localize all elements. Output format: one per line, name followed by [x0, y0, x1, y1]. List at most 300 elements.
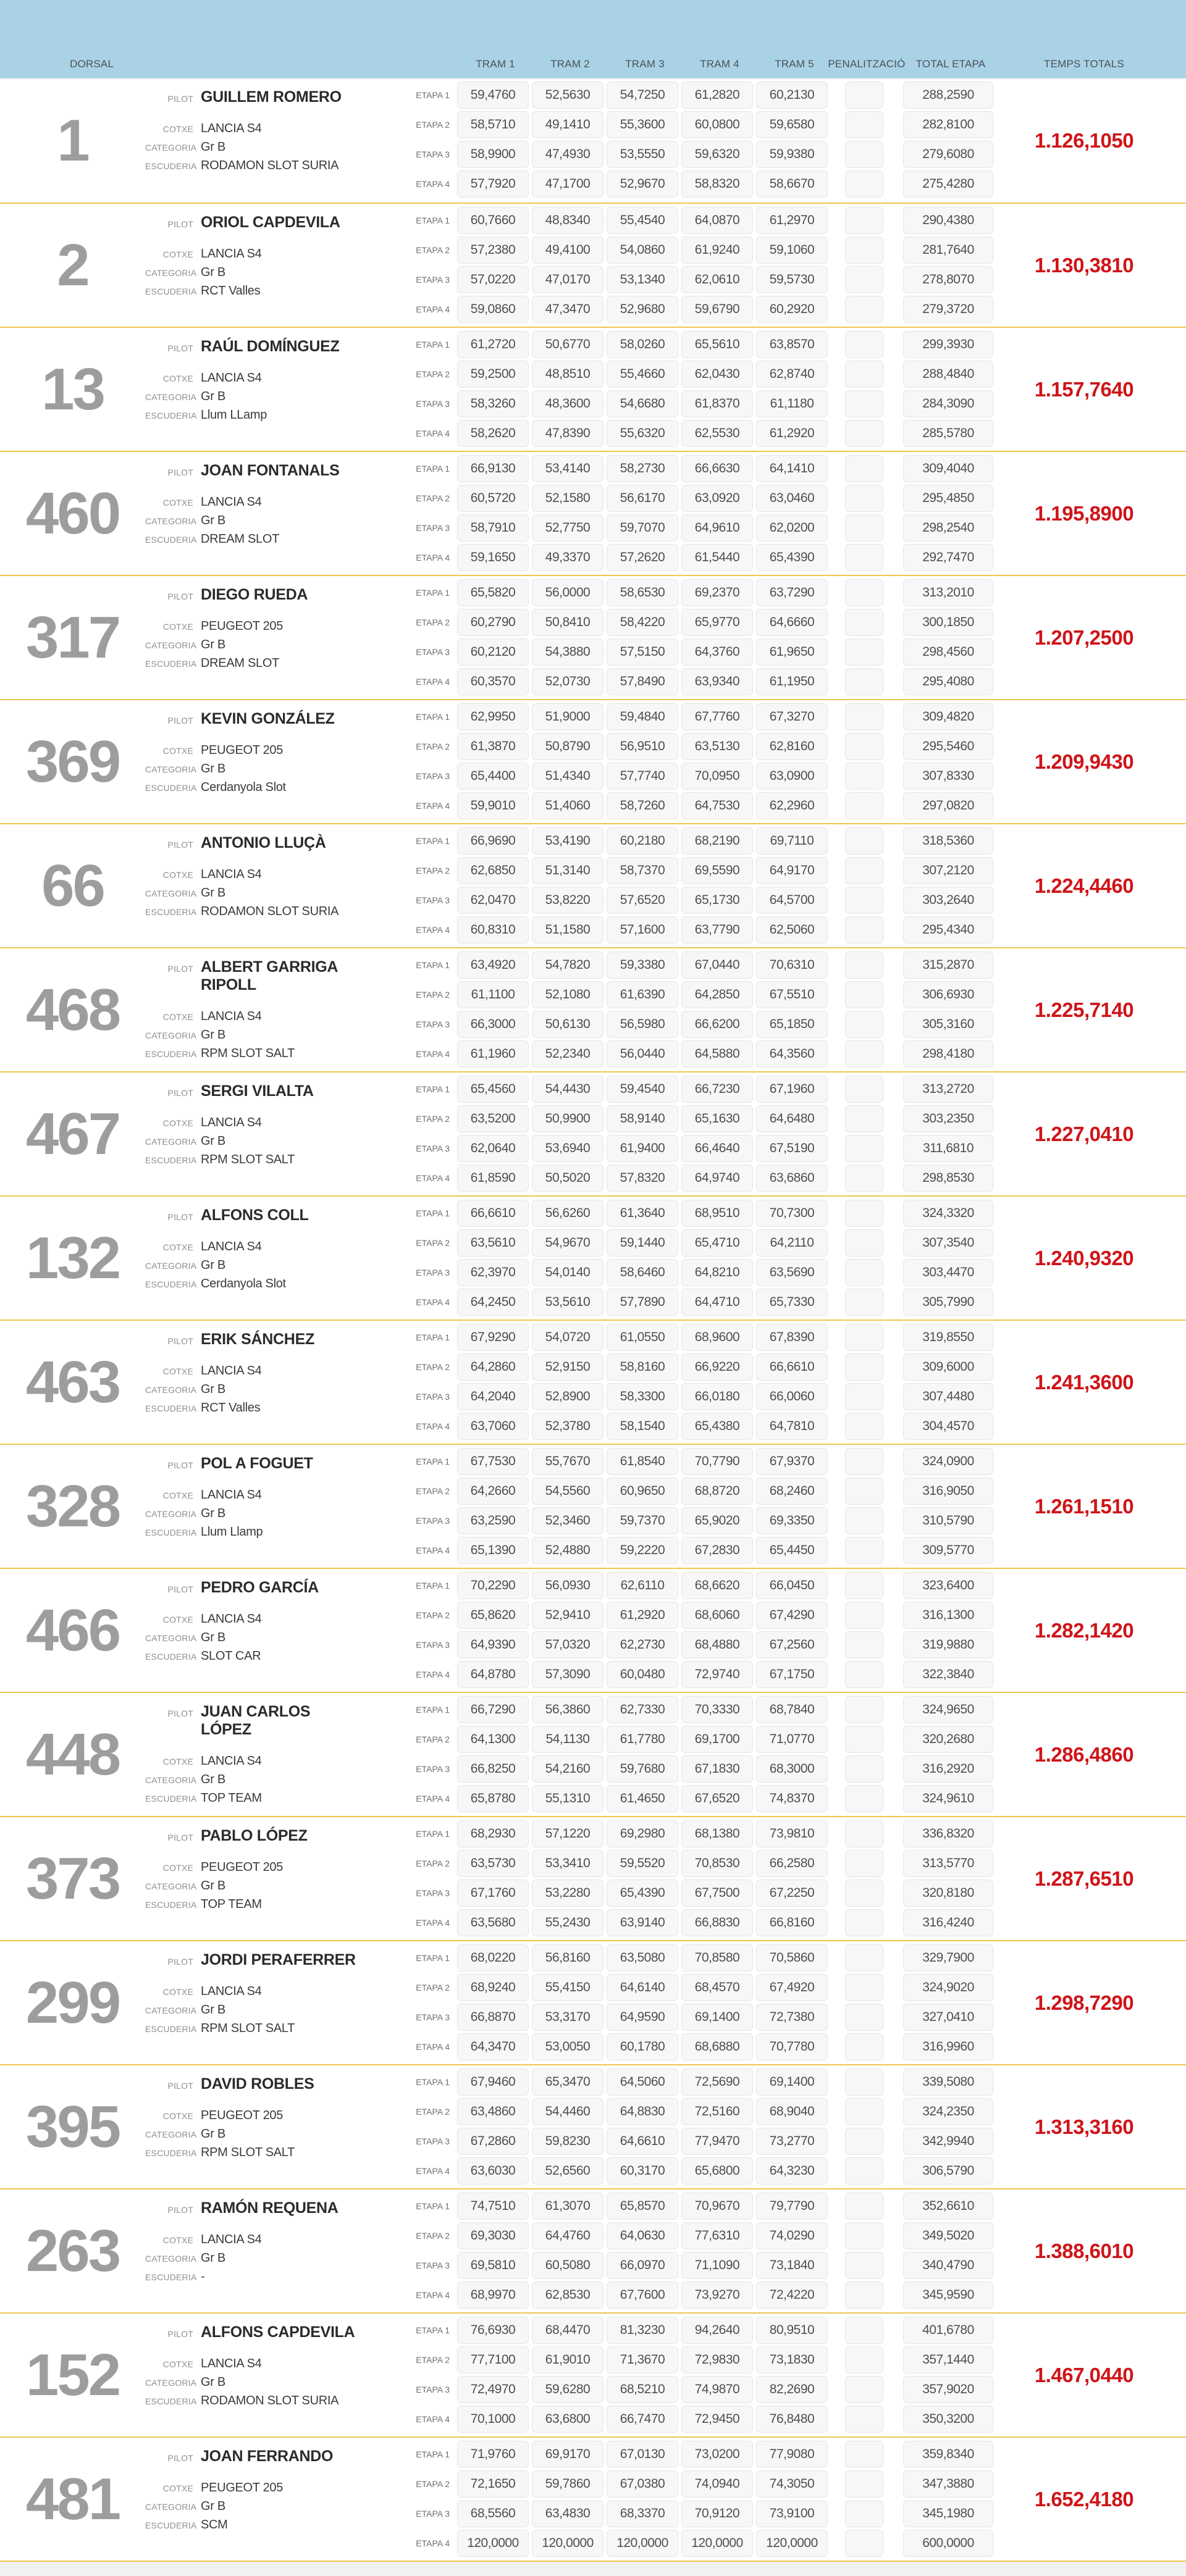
etapa-row	[364, 455, 993, 482]
penalty-cell	[845, 1755, 883, 1783]
categoria-value: Gr B	[201, 886, 225, 900]
etapa-total-cell: 309,5770	[903, 1537, 993, 1564]
info-row	[145, 159, 364, 173]
info-row	[145, 1364, 364, 1378]
escuderia-label: ESCUDERIA	[145, 2396, 197, 2406]
etapa-row	[364, 1289, 993, 1316]
pilot-name: JUAN CARLOS LÓPEZ	[201, 1703, 311, 1738]
etapa-total-cell: 357,1440	[903, 2346, 993, 2373]
categoria-value: Gr B	[201, 2127, 225, 2141]
etapa-label: ETAPA 1	[416, 2325, 450, 2335]
penalty-cell	[845, 1289, 883, 1316]
etapa-label: ETAPA 3	[416, 647, 450, 657]
etapa-row	[364, 1413, 993, 1440]
penalty-cell	[845, 1974, 883, 2001]
categoria-label: CATEGORIA	[145, 640, 197, 650]
info-row	[145, 1897, 364, 1912]
info-row	[145, 214, 364, 232]
tram-3-time-cell: 64,6610	[607, 2128, 678, 2155]
tram-4-time-cell: 66,8830	[681, 1909, 753, 1936]
tram-4-time-cell: 120,0000	[681, 2530, 753, 2557]
tram-1-time-cell: 62,0640	[457, 1135, 529, 1162]
escuderia-label: ESCUDERIA	[145, 1794, 197, 1804]
tram-3-time-cell: 59,7680	[607, 1755, 678, 1783]
tram-3-time-cell: 59,1440	[607, 1229, 678, 1257]
pilot-label: PILOT	[167, 2453, 193, 2463]
etapa-row	[364, 361, 993, 388]
tram-5-time-cell: 79,7790	[756, 2193, 828, 2220]
tram-5-time-cell: 74,3050	[756, 2470, 828, 2498]
escuderia-value: Cerdanyola Slot	[201, 780, 286, 794]
tram-1-time-cell: 60,2790	[457, 609, 529, 636]
competitor-block	[0, 1319, 1186, 1444]
tram-3-time-cell: 62,2730	[607, 1631, 678, 1658]
competitor-block	[0, 2312, 1186, 2436]
dorsal-number: 467	[25, 1100, 120, 1167]
escuderia-value: RODAMON SLOT SURIA	[201, 159, 339, 172]
tram-1-time-cell: 61,2720	[457, 331, 529, 358]
tram-5-time-cell: 66,0450	[756, 1572, 828, 1599]
tram-1-time-cell: 65,5820	[457, 579, 529, 606]
etapa-row	[364, 763, 993, 790]
etapa-row	[364, 1324, 993, 1351]
tram-2-time-cell: 63,4830	[532, 2500, 604, 2527]
tram-3-time-cell: 54,0860	[607, 236, 678, 264]
tram-4-time-cell: 73,9270	[681, 2281, 753, 2309]
tram-4-time-cell: 68,6060	[681, 1602, 753, 1629]
pilot-name: PABLO LÓPEZ	[201, 1827, 308, 1844]
tram-5-time-cell: 64,9170	[756, 857, 828, 884]
penalty-cell	[845, 296, 883, 323]
tram-4-time-cell: 68,2190	[681, 827, 753, 855]
tram-5-time-cell: 70,7780	[756, 2033, 828, 2060]
etapa-row	[364, 1011, 993, 1038]
pilot-name: RAMÓN REQUENA	[201, 2199, 339, 2217]
etapa-row	[364, 111, 993, 138]
etapa-row	[364, 638, 993, 666]
tram-1-time-cell: 63,5200	[457, 1105, 529, 1132]
etapa-total-cell: 324,2350	[903, 2098, 993, 2125]
etapa-label: ETAPA 3	[416, 895, 450, 905]
etapa-total-cell: 297,0820	[903, 792, 993, 819]
tram-4-time-cell: 94,2640	[681, 2317, 753, 2344]
tram-2-time-cell: 52,1580	[532, 485, 604, 512]
etapa-label: ETAPA 1	[416, 1084, 450, 1094]
penalty-cell	[845, 2004, 883, 2031]
tram-1-time-cell: 67,7530	[457, 1448, 529, 1475]
tram-2-time-cell: 53,4140	[532, 455, 604, 482]
competitor-block	[0, 1692, 1186, 1816]
tram-5-time-cell: 61,9650	[756, 638, 828, 666]
etapa-total-cell: 309,4820	[903, 703, 993, 730]
etapa-label: ETAPA 4	[416, 2290, 450, 2300]
etapa-total-cell: 319,9880	[903, 1631, 993, 1658]
tram-3-time-cell: 61,0550	[607, 1324, 678, 1351]
cotxe-label: COTXE	[162, 1757, 193, 1767]
etapa-row	[364, 1200, 993, 1227]
pilot-label: PILOT	[167, 2205, 193, 2215]
dorsal-number: 152	[25, 2341, 120, 2408]
etapa-row	[364, 1507, 993, 1534]
cotxe-value: LANCIA S4	[201, 371, 262, 385]
cotxe-label: COTXE	[162, 1863, 193, 1873]
tram-5-time-cell: 73,9810	[756, 1820, 828, 1847]
tram-5-time-cell: 61,1950	[756, 668, 828, 695]
tram-1-time-cell: 66,9130	[457, 455, 529, 482]
info-row	[145, 2499, 364, 2514]
etapa-total-cell: 279,6080	[903, 141, 993, 168]
info-row	[145, 1579, 364, 1597]
tram-1-time-cell: 63,4920	[457, 951, 529, 979]
tram-2-time-cell: 52,2340	[532, 1040, 604, 1068]
tram-4-time-cell: 68,8720	[681, 1478, 753, 1505]
info-row	[145, 1028, 364, 1042]
competitor-info	[145, 834, 364, 923]
etapa-row	[364, 2222, 993, 2249]
etapa-row	[364, 2406, 993, 2433]
tram-3-time-cell: 64,0630	[607, 2222, 678, 2249]
penalty-cell	[845, 1631, 883, 1658]
etapa-label: ETAPA 4	[416, 2538, 450, 2548]
escuderia-value: RCT Valles	[201, 1401, 261, 1415]
etapa-row	[364, 827, 993, 855]
info-row	[145, 532, 364, 546]
escuderia-label: ESCUDERIA	[145, 1652, 197, 1662]
etapa-total-cell: 329,7900	[903, 1944, 993, 1972]
etapa-row	[364, 1726, 993, 1753]
penalty-cell	[845, 579, 883, 606]
tram-3-time-cell: 55,3600	[607, 111, 678, 138]
escuderia-value: SCM	[201, 2518, 228, 2532]
categoria-label: CATEGORIA	[145, 1261, 197, 1271]
etapa-label: ETAPA 2	[416, 990, 450, 1000]
etapa-total-cell: 313,5770	[903, 1850, 993, 1877]
tram-5-time-cell: 63,0900	[756, 763, 828, 790]
etapa-label: ETAPA 4	[416, 553, 450, 562]
tram-1-time-cell: 59,9010	[457, 792, 529, 819]
tram-1-time-cell: 57,7920	[457, 170, 529, 198]
tram-1-time-cell: 57,2380	[457, 236, 529, 264]
tram-2-time-cell: 47,0170	[532, 266, 604, 293]
tram-3-time-cell: 56,9510	[607, 733, 678, 760]
etapa-label: ETAPA 2	[416, 1362, 450, 1372]
competitor-info	[145, 2323, 364, 2412]
tram-4-time-cell: 61,5440	[681, 544, 753, 571]
etapa-total-cell: 600,0000	[903, 2530, 993, 2557]
tram-5-time-cell: 64,5700	[756, 887, 828, 914]
info-row	[145, 88, 364, 106]
tram-2-time-cell: 57,1220	[532, 1820, 604, 1847]
penalty-cell	[845, 207, 883, 234]
tram-1-time-cell: 64,3470	[457, 2033, 529, 2060]
tram-5-time-cell: 80,9510	[756, 2317, 828, 2344]
tram-1-time-cell: 63,5610	[457, 1229, 529, 1257]
etapa-label: ETAPA 4	[416, 1545, 450, 1555]
penalty-cell	[845, 141, 883, 168]
tram-1-time-cell: 63,5680	[457, 1909, 529, 1936]
tram-4-time-cell: 66,6630	[681, 455, 753, 482]
etapa-total-cell: 347,3880	[903, 2470, 993, 2498]
penalty-cell	[845, 916, 883, 943]
tram-3-time-cell: 58,0260	[607, 331, 678, 358]
etapa-total-cell: 316,4240	[903, 1909, 993, 1936]
etapa-times	[364, 1572, 993, 1691]
info-row	[145, 247, 364, 261]
etapa-row	[364, 1105, 993, 1132]
etapa-times	[364, 1820, 993, 1939]
penalty-cell	[845, 1200, 883, 1227]
info-row	[145, 2270, 364, 2284]
tram-1-time-cell: 61,1100	[457, 981, 529, 1008]
tram-5-time-cell: 70,7300	[756, 1200, 828, 1227]
info-row	[145, 762, 364, 776]
tram-2-time-cell: 53,3170	[532, 2004, 604, 2031]
tram-5-time-cell: 70,6310	[756, 951, 828, 979]
etapa-total-cell: 313,2010	[903, 579, 993, 606]
etapa-label: ETAPA 1	[416, 1332, 450, 1342]
dorsal-number: 132	[25, 1224, 120, 1291]
tram-4-time-cell: 68,9510	[681, 1200, 753, 1227]
etapa-total-cell: 324,3320	[903, 1200, 993, 1227]
etapa-total-cell: 350,3200	[903, 2406, 993, 2433]
etapa-label: ETAPA 3	[416, 1392, 450, 1402]
tram-2-time-cell: 50,5020	[532, 1165, 604, 1192]
etapa-total-cell: 306,6930	[903, 981, 993, 1008]
pilot-label: PILOT	[167, 1833, 193, 1842]
penalty-cell	[845, 857, 883, 884]
etapa-row	[364, 170, 993, 198]
pilot-label: PILOT	[167, 1088, 193, 1098]
etapa-row	[364, 1478, 993, 1505]
tram-5-time-cell: 58,6670	[756, 170, 828, 198]
etapa-row	[364, 390, 993, 417]
escuderia-label: ESCUDERIA	[145, 286, 197, 296]
tram-2-time-cell: 69,9170	[532, 2441, 604, 2468]
competitor-block	[0, 203, 1186, 327]
etapa-row	[364, 2441, 993, 2468]
tram-1-time-cell: 68,9240	[457, 1974, 529, 2001]
column-header-temps-totals: TEMPS TOTALS	[1044, 58, 1124, 70]
tram-1-time-cell: 58,3260	[457, 390, 529, 417]
tram-2-time-cell: 54,0140	[532, 1259, 604, 1286]
penalty-cell	[845, 609, 883, 636]
tram-1-time-cell: 61,3870	[457, 733, 529, 760]
etapa-label: ETAPA 3	[416, 2260, 450, 2270]
etapa-label: ETAPA 2	[416, 617, 450, 627]
dorsal-number: 395	[25, 2093, 120, 2160]
categoria-value: Gr B	[201, 514, 225, 527]
competitor-block	[0, 947, 1186, 1071]
info-row	[145, 1116, 364, 1130]
info-row	[145, 140, 364, 154]
cotxe-value: LANCIA S4	[201, 1984, 262, 1998]
column-header-tram-4: TRAM 4	[700, 58, 739, 70]
tram-4-time-cell: 68,4570	[681, 1974, 753, 2001]
tram-4-time-cell: 70,7790	[681, 1448, 753, 1475]
cotxe-label: COTXE	[162, 249, 193, 259]
cotxe-label: COTXE	[162, 2235, 193, 2245]
etapa-total-cell: 336,8320	[903, 1820, 993, 1847]
etapa-times	[364, 2193, 993, 2311]
etapa-label: ETAPA 2	[416, 120, 450, 130]
penalty-cell	[845, 1324, 883, 1351]
pilot-name: ORIOL CAPDEVILA	[201, 214, 340, 231]
tram-2-time-cell: 52,0730	[532, 668, 604, 695]
tram-5-time-cell: 60,2920	[756, 296, 828, 323]
tram-2-time-cell: 59,7860	[532, 2470, 604, 2498]
tram-4-time-cell: 64,4710	[681, 1289, 753, 1316]
categoria-value: Gr B	[201, 1028, 225, 1042]
etapa-row	[364, 2068, 993, 2096]
tram-4-time-cell: 67,0440	[681, 951, 753, 979]
tram-5-time-cell: 59,9380	[756, 141, 828, 168]
tram-1-time-cell: 67,9290	[457, 1324, 529, 1351]
tram-2-time-cell: 52,9150	[532, 1353, 604, 1381]
tram-3-time-cell: 120,0000	[607, 2530, 678, 2557]
tram-4-time-cell: 65,1630	[681, 1105, 753, 1132]
tram-2-time-cell: 55,7670	[532, 1448, 604, 1475]
temps-totals-value: 1.652,4180	[1034, 2487, 1134, 2511]
escuderia-value: Cerdanyola Slot	[201, 1277, 286, 1290]
etapa-total-cell: 316,9050	[903, 1478, 993, 1505]
etapa-label: ETAPA 1	[416, 1457, 450, 1466]
competitor-info	[145, 1082, 364, 1171]
tram-2-time-cell: 52,6560	[532, 2157, 604, 2185]
etapa-total-cell: 305,3160	[903, 1011, 993, 1038]
tram-3-time-cell: 58,7260	[607, 792, 678, 819]
etapa-row	[364, 2098, 993, 2125]
competitor-info	[145, 1827, 364, 1916]
temps-totals-value: 1.227,0410	[1034, 1122, 1134, 1145]
tram-4-time-cell: 63,5130	[681, 733, 753, 760]
penalty-cell	[845, 1850, 883, 1877]
tram-3-time-cell: 58,1540	[607, 1413, 678, 1440]
tram-4-time-cell: 59,6320	[681, 141, 753, 168]
tram-1-time-cell: 74,7510	[457, 2193, 529, 2220]
penalty-cell	[845, 951, 883, 979]
etapa-label: ETAPA 2	[416, 245, 450, 255]
tram-1-time-cell: 77,7100	[457, 2346, 529, 2373]
categoria-value: Gr B	[201, 1134, 225, 1148]
penalty-cell	[845, 170, 883, 198]
cotxe-label: COTXE	[162, 374, 193, 383]
tram-5-time-cell: 61,1180	[756, 390, 828, 417]
pilot-label: PILOT	[167, 219, 193, 229]
tram-2-time-cell: 56,3860	[532, 1696, 604, 1723]
tram-4-time-cell: 70,9120	[681, 2500, 753, 2527]
tram-3-time-cell: 53,5550	[607, 141, 678, 168]
info-row	[145, 2481, 364, 2495]
cotxe-label: COTXE	[162, 498, 193, 508]
escuderia-value: RPM SLOT SALT	[201, 2146, 295, 2159]
competitor-info	[145, 2075, 364, 2164]
etapa-total-cell: 281,7640	[903, 236, 993, 264]
tram-4-time-cell: 64,0870	[681, 207, 753, 234]
tram-1-time-cell: 65,4400	[457, 763, 529, 790]
etapa-label: ETAPA 4	[416, 801, 450, 811]
etapa-total-cell: 401,6780	[903, 2317, 993, 2344]
pilot-label: PILOT	[167, 1460, 193, 1470]
tram-2-time-cell: 52,9410	[532, 1602, 604, 1629]
tram-3-time-cell: 64,5060	[607, 2068, 678, 2096]
tram-1-time-cell: 60,2120	[457, 638, 529, 666]
etapa-row	[364, 1820, 993, 1847]
tram-2-time-cell: 53,3410	[532, 1850, 604, 1877]
etapa-total-cell: 324,9610	[903, 1785, 993, 1812]
tram-5-time-cell: 63,8570	[756, 331, 828, 358]
escuderia-value: Llum Llamp	[201, 1525, 263, 1539]
tram-5-time-cell: 73,9100	[756, 2500, 828, 2527]
tram-5-time-cell: 68,9040	[756, 2098, 828, 2125]
etapa-row	[364, 1631, 993, 1658]
etapa-times	[364, 2317, 993, 2435]
etapa-total-cell: 303,2350	[903, 1105, 993, 1132]
info-row	[145, 2251, 364, 2265]
etapa-label: ETAPA 4	[416, 1297, 450, 1307]
competitor-info	[145, 2199, 364, 2288]
info-row	[145, 710, 364, 728]
tram-4-time-cell: 65,9020	[681, 1507, 753, 1534]
tram-2-time-cell: 53,6940	[532, 1135, 604, 1162]
etapa-label: ETAPA 3	[416, 1019, 450, 1029]
competitor-info	[145, 1579, 364, 1668]
etapa-row	[364, 1165, 993, 1192]
etapa-label: ETAPA 4	[416, 1794, 450, 1804]
tram-4-time-cell: 64,7530	[681, 792, 753, 819]
tram-2-time-cell: 52,1080	[532, 981, 604, 1008]
etapa-times	[364, 1200, 993, 1318]
tram-4-time-cell: 65,5610	[681, 331, 753, 358]
tram-5-time-cell: 64,1410	[756, 455, 828, 482]
penalty-cell	[845, 981, 883, 1008]
escuderia-value: RODAMON SLOT SURIA	[201, 2394, 339, 2407]
etapa-row	[364, 1448, 993, 1475]
pilot-name: KEVIN GONZÁLEZ	[201, 710, 335, 727]
tram-5-time-cell: 64,7810	[756, 1413, 828, 1440]
pilot-label: PILOT	[167, 467, 193, 477]
etapa-total-cell: 295,4850	[903, 485, 993, 512]
competitor-info	[145, 958, 364, 1065]
etapa-total-cell: 307,3540	[903, 1229, 993, 1257]
etapa-row	[364, 1040, 993, 1068]
etapa-times	[364, 951, 993, 1070]
etapa-label: ETAPA 3	[416, 2136, 450, 2146]
tram-3-time-cell: 64,6140	[607, 1974, 678, 2001]
tram-2-time-cell: 49,4100	[532, 236, 604, 264]
tram-4-time-cell: 72,5690	[681, 2068, 753, 2096]
tram-4-time-cell: 65,9770	[681, 609, 753, 636]
categoria-label: CATEGORIA	[145, 2254, 197, 2264]
tram-1-time-cell: 120,0000	[457, 2530, 529, 2557]
escuderia-label: ESCUDERIA	[145, 783, 197, 793]
etapa-total-cell: 307,8330	[903, 763, 993, 790]
penalty-cell	[845, 1944, 883, 1972]
info-row	[145, 2394, 364, 2408]
tram-2-time-cell: 50,6770	[532, 331, 604, 358]
etapa-label: ETAPA 3	[416, 771, 450, 781]
etapa-total-cell: 298,8530	[903, 1165, 993, 1192]
tram-2-time-cell: 62,8530	[532, 2281, 604, 2309]
etapa-row	[364, 1076, 993, 1103]
etapa-label: ETAPA 3	[416, 1144, 450, 1153]
tram-4-time-cell: 77,9470	[681, 2128, 753, 2155]
competitor-block	[0, 1195, 1186, 1319]
categoria-value: Gr B	[201, 266, 225, 279]
tram-3-time-cell: 58,7370	[607, 857, 678, 884]
etapa-label: ETAPA 3	[416, 2385, 450, 2394]
tram-2-time-cell: 53,0050	[532, 2033, 604, 2060]
info-row	[145, 1649, 364, 1663]
